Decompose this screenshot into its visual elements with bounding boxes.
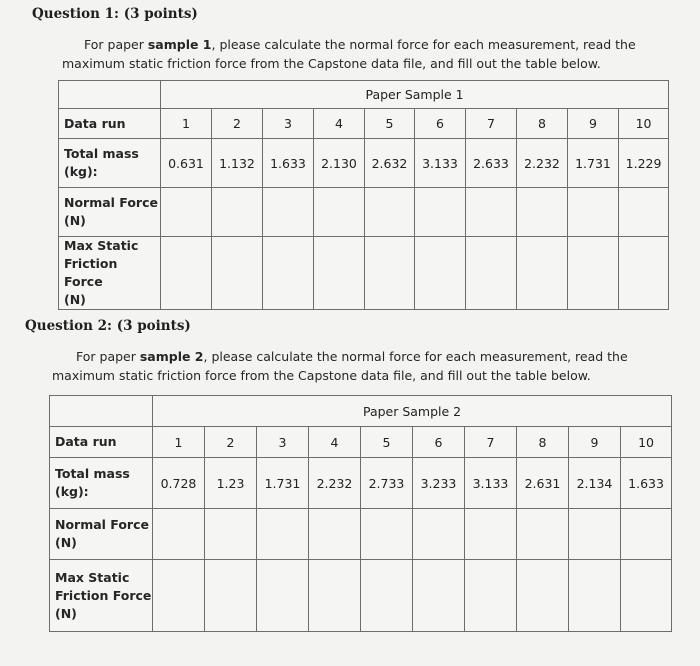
table-1-mass-cell: 1.633 bbox=[263, 139, 314, 188]
table-2-mass-label bbox=[50, 458, 153, 509]
table-1-caption: Paper Sample 1 bbox=[161, 81, 669, 109]
table-1-normal-force-cell[interactable] bbox=[517, 188, 568, 237]
table-1-mass-cell: 0.631 bbox=[161, 139, 212, 188]
question-2-instr-bold: sample 2 bbox=[139, 349, 204, 364]
table-2-normal-force-label bbox=[50, 509, 153, 560]
table-1-friction-force-cell[interactable] bbox=[161, 237, 212, 310]
table-2-caption: Paper Sample 2 bbox=[153, 396, 672, 427]
table-1-friction-force-cell[interactable] bbox=[619, 237, 669, 310]
table-1-run-cell: 4 bbox=[314, 109, 365, 139]
table-2-mass-cell: 1.23 bbox=[205, 458, 257, 509]
table-2-friction-force-cell[interactable] bbox=[257, 560, 309, 632]
table-1-friction-label-line-3: (N) bbox=[64, 292, 86, 307]
table-1-normal-force-cell[interactable] bbox=[212, 188, 263, 237]
table-2-normal-force-cell[interactable] bbox=[205, 509, 257, 560]
table-2-normal-force-cell[interactable] bbox=[413, 509, 465, 560]
table-2-friction-force-cell[interactable] bbox=[569, 560, 621, 632]
question-2-title: Question 2: (3 points) bbox=[25, 318, 191, 334]
table-2-run-cell: 8 bbox=[517, 427, 569, 458]
table-2-normal-force-cell[interactable] bbox=[517, 509, 569, 560]
table-1-run-cell: 5 bbox=[365, 109, 415, 139]
table-1-friction-label-line-1: Max Static bbox=[64, 238, 139, 253]
table-2-friction-label-line-3: (N) bbox=[55, 605, 77, 621]
table-1-mass-cell: 2.232 bbox=[517, 139, 568, 188]
table-2-corner bbox=[50, 396, 153, 427]
table-1-mass-label-line-1: Total mass bbox=[64, 146, 139, 161]
table-1-normal-label-line-1: Normal Force bbox=[64, 195, 158, 210]
table-2-data-run-label: Data run bbox=[50, 427, 153, 458]
question-2-instr-pre: For paper bbox=[76, 349, 140, 364]
table-1-friction-force-cell[interactable] bbox=[517, 237, 568, 310]
table-1-friction-force-cell[interactable] bbox=[212, 237, 263, 310]
table-2-normal-force-cell[interactable] bbox=[569, 509, 621, 560]
table-1-friction-force-cell[interactable] bbox=[415, 237, 466, 310]
table-1-normal-force-cell[interactable] bbox=[415, 188, 466, 237]
table-1-normal-force-cell[interactable] bbox=[314, 188, 365, 237]
table-1-data-run-label: Data run bbox=[59, 109, 161, 139]
table-1-mass-cell: 1.731 bbox=[568, 139, 619, 188]
table-2-run-cell: 2 bbox=[205, 427, 257, 458]
table-1-run-cell: 9 bbox=[568, 109, 619, 139]
table-1-normal-force-cell[interactable] bbox=[466, 188, 517, 237]
table-2-run-cell: 10 bbox=[621, 427, 672, 458]
table-1-mass-label-line-2: (kg): bbox=[64, 164, 98, 179]
table-1-normal-force-cell[interactable] bbox=[568, 188, 619, 237]
table-2-run-cell: 7 bbox=[465, 427, 517, 458]
paper-sample-2-table bbox=[49, 395, 672, 632]
table-1-mass-cell: 2.633 bbox=[466, 139, 517, 188]
table-1-friction-label-line-2: Friction Force bbox=[64, 256, 118, 289]
table-1-run-cell: 8 bbox=[517, 109, 568, 139]
table-2-run-cell: 6 bbox=[413, 427, 465, 458]
table-2-mass-cell: 2.134 bbox=[569, 458, 621, 509]
table-2-friction-label-line-2: Friction Force bbox=[55, 587, 152, 603]
table-1-friction-force-cell[interactable] bbox=[263, 237, 314, 310]
table-1-normal-force-cell[interactable] bbox=[365, 188, 415, 237]
table-2-normal-force-cell[interactable] bbox=[153, 509, 205, 560]
table-2-friction-label-line-1: Max Static bbox=[55, 569, 130, 585]
question-2-instructions bbox=[52, 347, 672, 385]
table-2-mass-cell: 2.232 bbox=[309, 458, 361, 509]
table-2-friction-force-cell[interactable] bbox=[517, 560, 569, 632]
table-2-friction-force-cell[interactable] bbox=[621, 560, 672, 632]
table-2-normal-force-cell[interactable] bbox=[309, 509, 361, 560]
table-2-normal-label-line-1: Normal Force bbox=[55, 517, 149, 532]
table-1-run-cell: 10 bbox=[619, 109, 669, 139]
table-2-friction-force-cell[interactable] bbox=[205, 560, 257, 632]
table-1-run-cell: 6 bbox=[415, 109, 466, 139]
table-2-mass-cell: 2.733 bbox=[361, 458, 413, 509]
table-2-normal-force-cell[interactable] bbox=[257, 509, 309, 560]
table-2-run-cell: 1 bbox=[153, 427, 205, 458]
question-1-instructions bbox=[62, 35, 672, 73]
table-1-friction-force-cell[interactable] bbox=[365, 237, 415, 310]
table-2-mass-cell: 2.631 bbox=[517, 458, 569, 509]
table-2-run-cell: 5 bbox=[361, 427, 413, 458]
table-1-mass-cell: 2.130 bbox=[314, 139, 365, 188]
table-2-mass-cell: 3.133 bbox=[465, 458, 517, 509]
table-1-run-cell: 1 bbox=[161, 109, 212, 139]
table-1-mass-cell: 1.229 bbox=[619, 139, 669, 188]
table-2-mass-cell: 1.633 bbox=[621, 458, 672, 509]
table-1-run-cell: 3 bbox=[263, 109, 314, 139]
table-1-mass-cell: 2.632 bbox=[365, 139, 415, 188]
table-1-run-cell: 2 bbox=[212, 109, 263, 139]
table-1-friction-force-cell[interactable] bbox=[568, 237, 619, 310]
table-2-run-cell: 9 bbox=[569, 427, 621, 458]
table-1-mass-cell: 1.132 bbox=[212, 139, 263, 188]
table-2-mass-cell: 1.731 bbox=[257, 458, 309, 509]
table-1-normal-force-cell[interactable] bbox=[161, 188, 212, 237]
table-2-mass-label-line-2: (kg): bbox=[55, 484, 89, 499]
table-2-mass-label-line-1: Total mass bbox=[55, 466, 130, 481]
table-1-mass-label bbox=[59, 139, 161, 188]
table-1-normal-force-cell[interactable] bbox=[619, 188, 669, 237]
table-1-normal-force-cell[interactable] bbox=[263, 188, 314, 237]
question-2-instr-post: , please calculate the normal force for each measurement, read the maximum static friction force from the Capstone data file, and fill out the table below. bbox=[52, 349, 628, 383]
table-1-normal-label-line-2: (N) bbox=[64, 213, 86, 228]
table-1-friction-force-cell[interactable] bbox=[314, 237, 365, 310]
table-1-friction-force-label bbox=[59, 237, 161, 310]
table-2-friction-force-cell[interactable] bbox=[413, 560, 465, 632]
table-2-friction-force-cell[interactable] bbox=[361, 560, 413, 632]
table-2-normal-force-cell[interactable] bbox=[361, 509, 413, 560]
table-2-friction-force-cell[interactable] bbox=[153, 560, 205, 632]
table-1-mass-cell: 3.133 bbox=[415, 139, 466, 188]
question-1-instr-bold: sample 1 bbox=[147, 37, 212, 52]
table-1-run-cell: 7 bbox=[466, 109, 517, 139]
table-1-corner bbox=[59, 81, 161, 109]
table-2-normal-label-line-2: (N) bbox=[55, 535, 77, 550]
table-2-normal-force-cell[interactable] bbox=[621, 509, 672, 560]
question-1-instr-post: , please calculate the normal force for each measurement, read the maximum static friction force from the Capstone data file, and fill out the table below. bbox=[62, 37, 636, 71]
table-2-run-cell: 3 bbox=[257, 427, 309, 458]
table-2-friction-force-cell[interactable] bbox=[309, 560, 361, 632]
table-2-normal-force-cell[interactable] bbox=[465, 509, 517, 560]
question-1-instr-pre: For paper bbox=[84, 37, 148, 52]
table-1-friction-force-cell[interactable] bbox=[466, 237, 517, 310]
question-1-title: Question 1: (3 points) bbox=[32, 6, 198, 22]
table-1-normal-force-label bbox=[59, 188, 161, 237]
table-2-friction-force-label bbox=[50, 560, 153, 632]
table-2-friction-force-cell[interactable] bbox=[465, 560, 517, 632]
paper-sample-1-table bbox=[58, 80, 669, 310]
table-2-mass-cell: 0.728 bbox=[153, 458, 205, 509]
table-2-run-cell: 4 bbox=[309, 427, 361, 458]
table-2-mass-cell: 3.233 bbox=[413, 458, 465, 509]
